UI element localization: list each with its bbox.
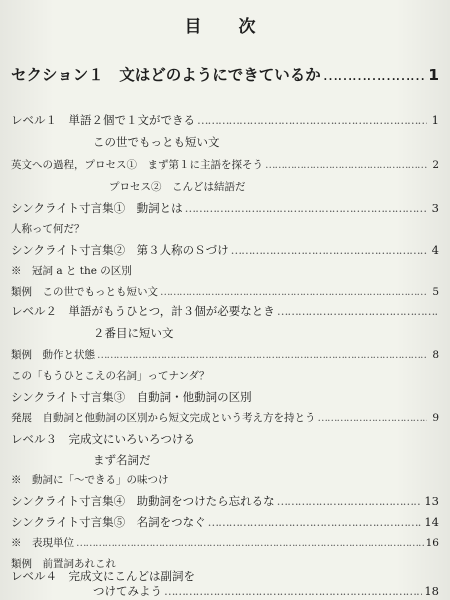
leader-dots [97,347,427,364]
toc-entry-text: この「もうひとこえの名詞」ってナンダ？ [11,370,210,382]
toc-entry [11,493,439,510]
toc-entry-text: プロセス② こんどは結語だ [109,181,246,193]
toc-entry [11,583,439,600]
toc-entry-page: 3 [431,201,439,215]
leader-dots [277,493,423,510]
toc-entry-text: つけてみよう [93,584,162,598]
toc-entry-text: まず名詞だ [93,453,151,467]
leader-dots [265,157,427,174]
toc-entry [11,112,439,129]
toc-entry-page: 8 [432,349,439,361]
toc-entry-text: 類例 この世でもっとも短い文 [11,286,158,298]
leader-dots [323,66,427,84]
leader-dots [231,242,427,259]
toc-entry [11,179,439,196]
toc-entry [11,263,439,280]
section-title: セクション１ 文はどのようにできているか [11,66,321,84]
toc-entry [11,514,439,531]
toc-entry-text: ２番目に短い文 [93,326,174,340]
toc-entry-text: ※ 動詞に「〜できる」の味つけ [11,474,169,486]
toc-entry [11,325,439,342]
toc-entry-page: 4 [431,243,439,257]
toc-entry [11,368,439,385]
toc-entry-page: 1 [431,113,439,127]
leader-dots [164,583,422,600]
leader-dots [197,112,427,129]
toc-entry [11,303,439,320]
toc-entry-page: 9 [432,412,439,424]
leader-dots [318,410,428,427]
toc-entry-text: シンクライト寸言集② 第３人称のＳづけ [11,243,229,257]
toc-entry-text: シンクライト寸言集① 動詞とは [11,201,183,215]
toc-entry [11,452,439,469]
toc-entry [11,221,439,238]
leader-dots [160,284,427,301]
toc-entry-text: この世でもっとも短い文 [93,135,220,149]
leader-dots [208,514,423,531]
toc-entry-text: 発展 自動詞と他動詞の区別から短文完成という考え方を持とう [11,412,316,424]
toc-entry [11,535,439,552]
toc-entry-text: シンクライト寸言集④ 助動詞をつけたら忘れるな [11,494,275,508]
toc-entry-text: レベル２ 単語がもうひとつ，計３個が必要なとき [11,304,275,318]
toc-entry-page: 14 [424,515,439,529]
toc-entry [11,472,439,489]
toc-entry-page: 2 [432,159,439,171]
leader-dots [185,200,427,217]
toc-entry-page: 13 [424,494,439,508]
toc-entry-page: 16 [425,537,439,549]
toc-entry [11,284,439,301]
toc-entry [11,389,439,406]
toc-entry-text: シンクライト寸言集③ 自動詞・他動詞の区別 [11,390,252,404]
toc-entry-page: 18 [424,584,439,598]
toc-entry-page: 5 [432,286,439,298]
section-page-number: 1 [428,66,439,84]
toc-entry-text: レベル３ 完成文にいろいろつける [11,432,195,446]
section-heading [11,63,439,85]
toc-entry-text: レベル１ 単語２個で１文ができる [11,113,195,127]
toc-entry-text: 人称って何だ？ [11,223,85,235]
toc-entry-text: 類例 前置詞あれこれ [11,558,116,570]
toc-entry [11,410,439,427]
leader-dots [76,535,424,552]
toc-entry-text: 類例 動作と状態 [11,349,95,361]
toc-entry [11,200,439,217]
toc-entry [11,134,439,151]
toc-entry-text: 英文への過程，プロセス① まず第１に主語を探そう [11,159,263,171]
toc-entry [11,242,439,259]
toc-entry [11,157,439,174]
toc-entry [11,431,439,448]
toc-entry-text: ※ 冠詞 a と the の区別 [11,265,132,277]
leader-dots [277,303,437,320]
toc-entry-text: レベル４ 完成文にこんどは副詞を [11,569,195,583]
page-title: 目 次 [184,17,266,37]
toc-entry [11,347,439,364]
toc-entry-text: シンクライト寸言集⑤ 名詞をつなぐ [11,515,206,529]
toc-entry-text: ※ 表現単位 [11,537,74,549]
